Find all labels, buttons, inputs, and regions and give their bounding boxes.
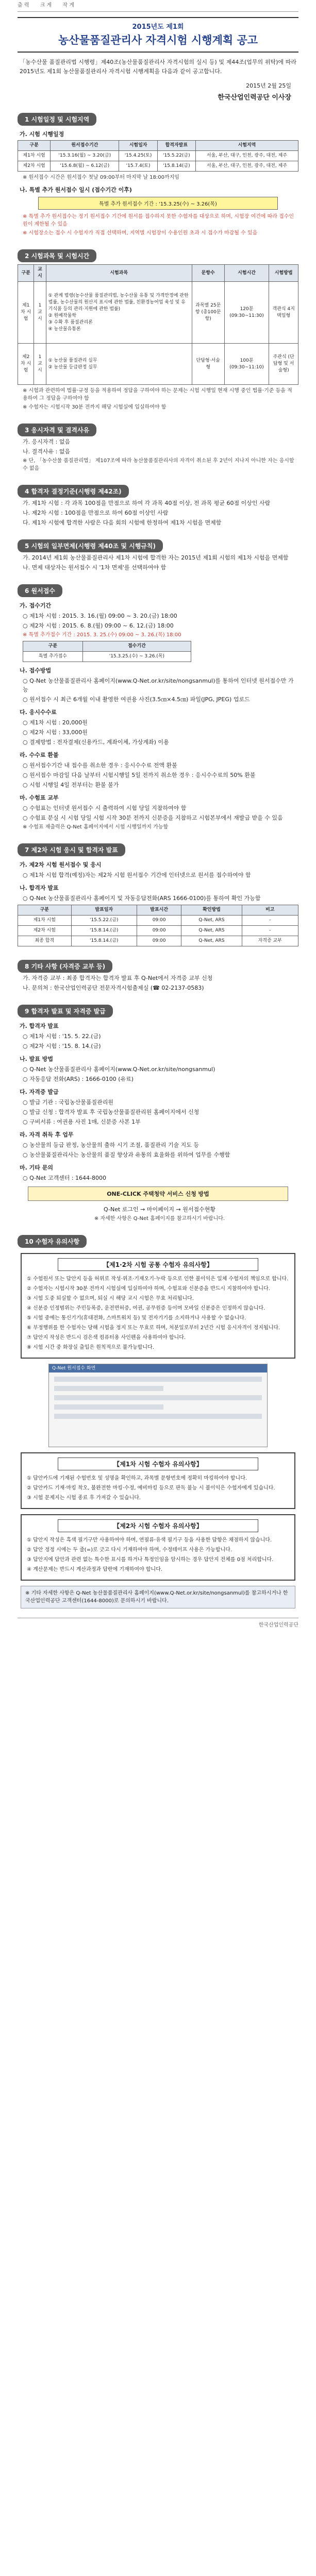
section-heading: 6 원서접수 [18,584,62,597]
subheading: 가. 접수기간 [20,602,52,609]
announcing-org: 한국산업인력공단 이사장 [218,94,291,101]
body-text: 다. 제1차 시험에 합격한 사람은 다음 회의 시험에 한정하여 제1차 시험을 면제함 [23,519,222,526]
table-cell: 주관식 (단답형 및 서술형) [269,344,298,385]
section-heading: 7 제2차 시험 응시 및 합격자 발표 [18,843,125,856]
page-subtitle: 2015년도 제1회 [132,23,184,31]
table-header: 확인방법 [181,905,242,916]
table-header: 구분 [18,265,34,282]
body-text: ○ Q-Net 고객센터 : 1644-8000 [23,1175,106,1181]
table-cell: ① 관계 법령(농수산물 품질관리법, 농수산물 유통 및 가격안정에 관한 법률, 농수산물의 원산지 표시에 관한 법률, 친환경농어업 육성 및 유기식품 등의 관리·지원에 관한 법률) ② 원예작물학 ③ 수확 후 품질관리론 ④ 농산물유통론 [46,282,192,344]
body-text: 나. 면제 대상자는 원서접수 시 '1차 면제'를 선택하여야 함 [23,564,167,571]
body-text: ○ 수험표는 인터넷 원서접수 시 출력하여 시험 당일 지참하여야 함 [23,805,187,811]
table-header: 시험시간 [224,265,269,282]
table-header: 시험일자 [119,141,157,151]
results-table [18,905,298,946]
table-header: 시험과목 [46,265,192,282]
table-header: 비고 [242,905,298,916]
note-text: ※ 단, 「농수산물 품질관리법」 제107조에 따라 농산물품질관리사의 자격이 취소된 후 2년이 지나지 아니한 자는 응시할 수 없음 [23,458,294,471]
section-heading: 2 시험과목 및 시험시간 [18,249,96,262]
table-cell: 09:00 [137,916,181,926]
body-text: ○ 결제방법 : 전자결제(신용카드, 계좌이체, 가상계좌) 이용 [23,739,169,745]
table-row [18,151,298,161]
notice-box-first [21,1452,295,1509]
table-cell: 09:00 [137,926,181,936]
note-text: ※ 원서접수 시간은 원서접수 첫날 09:00부터 마지막 날 18:00까지임 [23,175,179,180]
notice-box-second [21,1514,295,1581]
figure-title-bar: Q-Net 원서접수 화면 [49,1364,267,1372]
table-cell: '15.7.4(토) [119,161,157,172]
section-heading: 10 수험자 유의사항 [18,1235,87,1248]
table-header: 교시 [34,265,46,282]
special-period-table [23,641,191,662]
notice-item: ④ 신분증 인정범위는 주민등록증, 운전면허증, 여권, 공무원증 등이며 모바일 신분증은 인정하지 않습니다. [27,1306,265,1311]
notice-title: 【제2차 시험 수험자 유의사항】 [58,1519,258,1532]
body-text: ○ 제2차 시험 : '15. 8. 14.(금) [23,1043,101,1049]
subheading: 나. 합격자 발표 [20,885,59,891]
figure-row [54,1395,262,1400]
table-cell: 특별 추가접수 [23,652,83,662]
note-text: ※ 시험과 관련하여 법률·규정 등을 적용하여 정답을 구하여야 하는 문제는 시험 시행일 현재 시행 중인 법률·기준 등을 적용하여 그 정답을 구하여야 함 [23,388,292,401]
notice-item: ⑦ 답안지 작성은 반드시 검은색 컴퓨터용 사인펜을 사용하여야 합니다. [27,1335,186,1341]
table-cell: 1교시 [34,344,46,385]
table-cell: 단답형·서술형 [192,344,224,385]
body-text: 나. 제2차 시험 : 100점을 만점으로 하여 60점 이상인 사람 [23,510,169,516]
subheading: 가. 합격자 발표 [20,1023,59,1029]
table-row [18,344,298,385]
notice-item: ⑥ 부정행위를 한 수험자는 당해 시험을 정지 또는 무효로 하며, 처분일로부터 2년간 시험 응시자격이 정지됩니다. [27,1325,280,1331]
table-cell: 객관식 4지 택일형 [269,282,298,344]
body-text: ○ 발급 신청 : 합격자 발표 후 국립농산물품질관리원 홈페이지에서 신청 [23,1109,199,1115]
notice-item: ⑧ 시험 시간 중 화장실 출입은 원칙적으로 불가능합니다. [27,1345,154,1350]
table-cell: '15.5.22.(금) [71,916,137,926]
zoom-in-button[interactable]: 크 게 [40,3,52,8]
table-cell: - [242,926,298,936]
subheading: 다. 응시수수료 [20,709,57,716]
body-text: ○ 구비서류 : 여권용 사진 1매, 신분증 사본 1부 [23,1118,141,1125]
table-cell: '15.8.14.(금) [71,926,137,936]
body-text: ○ 수험표 분실 시 시험 당일 시험 시작 30분 전까지 신분증을 지참하고 시험본부에서 재발급 받을 수 있음 [23,815,283,821]
body-text: ○ 시험 시행일 4일 전부터는 환불 불가 [23,782,119,788]
figure-row [54,1377,262,1382]
note-text: ※ 수험자는 시험시작 30분 전까지 해당 시험실에 입실하여야 함 [23,404,167,410]
notice-item: ③ 시험 도중 퇴실할 수 없으며, 퇴실 시 해당 교시 시험은 무효 처리됩니다. [27,1296,194,1301]
table-header: 원서접수기간 [51,141,119,151]
body-text: ○ 제1차 시험 합격(예정)자는 제2차 시험 원서접수 기간에 인터넷으로 원서를 접수하여야 함 [23,872,251,878]
table-cell: 100분 (09:30~11:10) [224,344,269,385]
notice-title: 【제1차 시험 수험자 유의사항】 [58,1458,258,1470]
table-cell: 120분 (09:30~11:30) [224,282,269,344]
body-text: ○ 제2차 시험 : 33,000원 [23,729,88,736]
table-cell: 서울, 부산, 대구, 인천, 광주, 대전, 제주 [195,161,298,172]
print-button[interactable]: 출 력 [18,3,29,8]
intro-text: 「농수산물 품질관리법 시행령」제40조(농산물품질관리사 자격시험의 실시 등) 및 제44조(업무의 위탁)에 따라 2015년도 제1회 농산물품질관리사 자격시험 시행계획을 다음과 같이 공고합니다. [20,59,296,75]
body-text: ○ 농산물의 등급 판정, 농산물의 출하 시기 조절, 품질관리 기술 지도 등 [23,1142,199,1148]
notice-box-common [21,1253,295,1359]
table-row [18,282,298,344]
subheading: 가. 제2차 시험 원서접수 및 응시 [20,861,102,868]
notice-item: ① 답안지 작성은 흑색 필기구만 사용하여야 하며, 연필류·유색 필기구 등을 사용한 답항은 채점하지 않습니다. [27,1537,272,1543]
body-text: ○ Q-Net 농산물품질관리사 홈페이지 및 자동응답전화(ARS 1666-0100)를 통하여 확인 가능함 [23,895,261,902]
subheading: 나. 특별 추가 원서접수 일시 (접수기간 이후) [20,187,132,193]
table-cell: 제1차 시험 [18,151,51,161]
table-cell: - [242,916,298,926]
note-text: ※ 특별 추가 원서접수는 정기 원서접수 기간에 원서를 접수하지 못한 수험자를 대상으로 하며, 시험장 여건에 따라 접수인원이 제한될 수 있음 [23,214,294,227]
table-cell: '15.4.25(토) [119,151,157,161]
title-box [18,17,298,53]
notice-item: ③ 답안지에 답안과 관련 없는 특수한 표시를 하거나 특정인임을 암시하는 경우 답안지 전체를 0점 처리합니다. [27,1557,274,1563]
table-header: 시험지역 [195,141,298,151]
section-heading: 8 기타 사항 (자격증 교부 등) [18,960,112,973]
subjects-table [18,264,298,385]
notice-item: ① 수험원서 또는 답안지 등을 허위로 작성·위조·기재오기·누락 등으로 인한 불이익은 일체 수험자의 책임으로 합니다. [27,1276,289,1282]
subheading: 가. 시험 시행일정 [20,131,64,138]
section-heading: 1 시험일정 및 시험지역 [18,113,96,126]
table-cell: '15.5.22(금) [157,151,195,161]
notice-item: ③ 시험 문제지는 시험 종료 후 가져갈 수 있습니다. [27,1495,141,1501]
table-header: 구분 [18,905,72,916]
table-row [18,936,298,946]
figure-row [54,1414,262,1419]
body-text: ○ 제1차 시험 : 2015. 3. 16.(월) 09:00 ~ 3. 20.(금) 18:00 [23,613,177,619]
schedule-table [18,140,298,172]
section-heading: 9 합격자 발표 및 자격증 발급 [18,1005,113,1018]
body-text: ○ 제2차 시험 : 2015. 6. 8.(월) 09:00 ~ 6. 12.(금) 18:00 [23,622,174,629]
table-cell: '15.8.14(금) [157,161,195,172]
subheading: 다. 자격증 발급 [20,1089,59,1095]
body-text: ○ 자동응답 전화(ARS) : 1666-0100 (유료) [23,1076,134,1082]
table-cell: 1교시 [34,282,46,344]
body-text: ○ 제1차 시험 : '15. 5. 22.(금) [23,1033,101,1040]
table-cell: '15.3.25.(수) ~ 3.26.(목) [82,652,191,662]
highlight-box: ONE-CLICK 주택청약 서비스 신청 방법 [28,1187,288,1201]
table-cell: 제1차 시험 [18,916,72,926]
table-header: 문항수 [192,265,224,282]
note-text: ※ 자세한 사항은 Q-Net 홈페이지를 참고하시기 바랍니다. [94,1216,225,1222]
note-text: ※ 수험표 재출력은 Q-Net 홈페이지에서 시험 시행일까지 가능함 [23,824,169,830]
table-cell: Q-Net, ARS [181,916,242,926]
notice-item: ① 답안카드에 기재된 수험번호 및 성명을 확인하고, 과목별 문항번호에 정확히 마킹하여야 합니다. [27,1476,247,1481]
notice-item: ② 수험자는 시험시작 30분 전까지 시험실에 입실하여야 하며, 수험표와 신분증을 반드시 지참하여야 합니다. [27,1286,270,1292]
body-text: 나. 결격사유 : 없음 [23,448,71,455]
body-text: 가. 자격증 교부 : 최종 합격자는 합격자 발표 후 Q-Net에서 자격증 교부 신청 [23,975,213,981]
body-text: Q-Net 로그인 → 마이페이지 → 원서접수현황 [104,1206,215,1213]
page-title: 농산물품질관리사 자격시험 시행계획 공고 [58,34,258,46]
table-cell: 09:00 [137,936,181,946]
bottom-org: 한국산업인력공단 [18,1618,298,1628]
table-header: 발표시간 [137,905,181,916]
body-text: 나. 문의처 : 한국산업인력공단 전문자격시험출제실 (☎ 02-2137-0583) [23,985,204,991]
subheading: 마. 기타 문의 [20,1164,53,1171]
subheading: 라. 수수료 환불 [20,752,59,758]
table-header: 합격자발표 [157,141,195,151]
notice-item: ② 답안카드 기재·마킹 착오, 불완전한 마킹·수정, 예비마킹 등으로 판독 불능 시 불이익은 수험자에게 있습니다. [27,1485,275,1491]
special-period-box: 특별 추가 원서접수 기간 : '15.3.25(수) ~ 3.26(목) [38,197,278,210]
table-cell: 서울, 부산, 대구, 인천, 광주, 대전, 제주 [195,151,298,161]
table-cell: 제1차 시험 [18,282,34,344]
body-text: 가. 응시자격 : 없음 [23,438,71,445]
body-text: ○ Q-Net 농산물품질관리사 홈페이지(www.Q-Net.or.kr/site/nongsanmul) [23,1066,215,1073]
body-text: ○ 원서접수기간 내 접수를 취소한 경우 : 응시수수료 전액 환불 [23,762,177,769]
table-row [18,926,298,936]
table-header: 시험방법 [269,265,298,282]
table-cell: Q-Net, ARS [181,936,242,946]
body-text: ○ 제1차 시험 : 20,000원 [23,719,88,726]
subheading: 라. 자격 취득 후 업무 [20,1131,74,1138]
note-text: ※ 특별 추가접수 기간 : 2015. 3. 25.(수) 09:00 ~ 3. 26.(목) 18:00 [23,632,181,638]
table-cell: 제2차 시험 [18,926,72,936]
table-cell: 제2차 시험 [18,344,34,385]
notice-item: ④ 계산문제는 반드시 계산과정과 답란에 기재하여야 합니다. [27,1567,163,1572]
table-header: 접수기간 [82,641,191,652]
notice-item: ⑤ 시험 중에는 통신기기(휴대전화, 스마트워치 등) 및 전자기기를 소지하거나 사용할 수 없습니다. [27,1315,246,1321]
table-row [18,161,298,172]
figure-row [54,1404,163,1410]
table-header: 발표일자 [71,905,137,916]
footer-note: ※ 기타 자세한 사항은 Q-Net 농산물품질관리사 홈페이지(www.Q-Net.or.kr/site/nongsanmul)를 참고하시거나 한국산업인력공단 고객센터(1644-8000)로 문의하시기 바랍니다. [21,1586,295,1608]
body-text: ○ 농산물품질관리사는 농산물의 품질 향상과 유통의 효율화를 위하여 업무를 수행함 [23,1151,230,1158]
notice-item: ② 답안 정정 시에는 두 줄(=)로 긋고 다시 기재하여야 하며, 수정테이프 사용은 가능합니다. [27,1547,232,1553]
section-heading: 3 응시자격 및 결격사유 [18,423,96,436]
notice-title: 【제1·2차 시험 공통 수험자 유의사항】 [58,1258,258,1271]
table-cell: 과목별 25문항 (총100문항) [192,282,224,344]
section-heading: 5 시험의 일부면제(시행령 제40조 및 시행규칙) [18,539,163,552]
table-cell: 제2차 시험 [18,161,51,172]
body-text: ○ 발급 기관 : 국립농산물품질관리원 [23,1099,114,1106]
table-cell: 최종 합격 [18,936,72,946]
screenshot-figure [48,1364,268,1447]
table-row [18,916,298,926]
table-cell: '15.6.8(월) ~ 6.12(금) [51,161,119,172]
section-heading: 4 합격자 결정기준(시행령 제42조) [18,485,129,498]
subheading: 나. 접수방법 [20,667,52,674]
table-header: 구분 [18,141,51,151]
body-text: 가. 2014년 제1회 농산물품질관리사 제1차 시험에 합격한 자는 2015년 제1회 시험의 제1차 시험을 면제함 [23,554,289,561]
announcement-date: 2015년 2월 25일 [246,82,291,89]
body-text: ○ 원서접수 시 최근 6개월 이내 촬영한 여권용 사진(3.5㎝×4.5㎝) 파일(JPG, JPEG) 업로드 [23,696,250,703]
table-cell: '15.3.16(월) ~ 3.20(금) [51,151,119,161]
table-header: 구분 [23,641,83,652]
figure-row [54,1386,163,1391]
subheading: 나. 발표 방법 [20,1056,53,1062]
body-text: ○ 원서접수 마감일 다음 날부터 시험시행일 5일 전까지 취소한 경우 : 응시수수료의 50% 환불 [23,772,256,778]
top-toolbar [18,0,298,12]
table-cell: '15.8.14.(금) [71,936,137,946]
table-cell: 자격증 교부 [242,936,298,946]
zoom-out-button[interactable]: 작 게 [62,3,74,8]
subheading: 마. 수험표 교부 [20,794,59,801]
body-text: ○ Q-Net 농산물품질관리사 홈페이지(www.Q-Net.or.kr/site/nongsanmul)를 통하여 인터넷 원서접수만 가능 [23,677,294,693]
note-text: ※ 시험장소는 접수 시 수험자가 직접 선택하며, 지역별 시험장이 수용인원 초과 시 접수가 마감될 수 있음 [23,230,258,236]
body-text: 가. 제1차 시험 : 각 과목 100점을 만점으로 하여 각 과목 40점 이상, 전 과목 평균 60점 이상인 사람 [23,500,271,506]
table-row [23,652,191,662]
table-cell: Q-Net, ARS [181,926,242,936]
table-cell: ① 농산물 품질관리 실무 ② 농산물 등급판정 실무 [46,344,192,385]
